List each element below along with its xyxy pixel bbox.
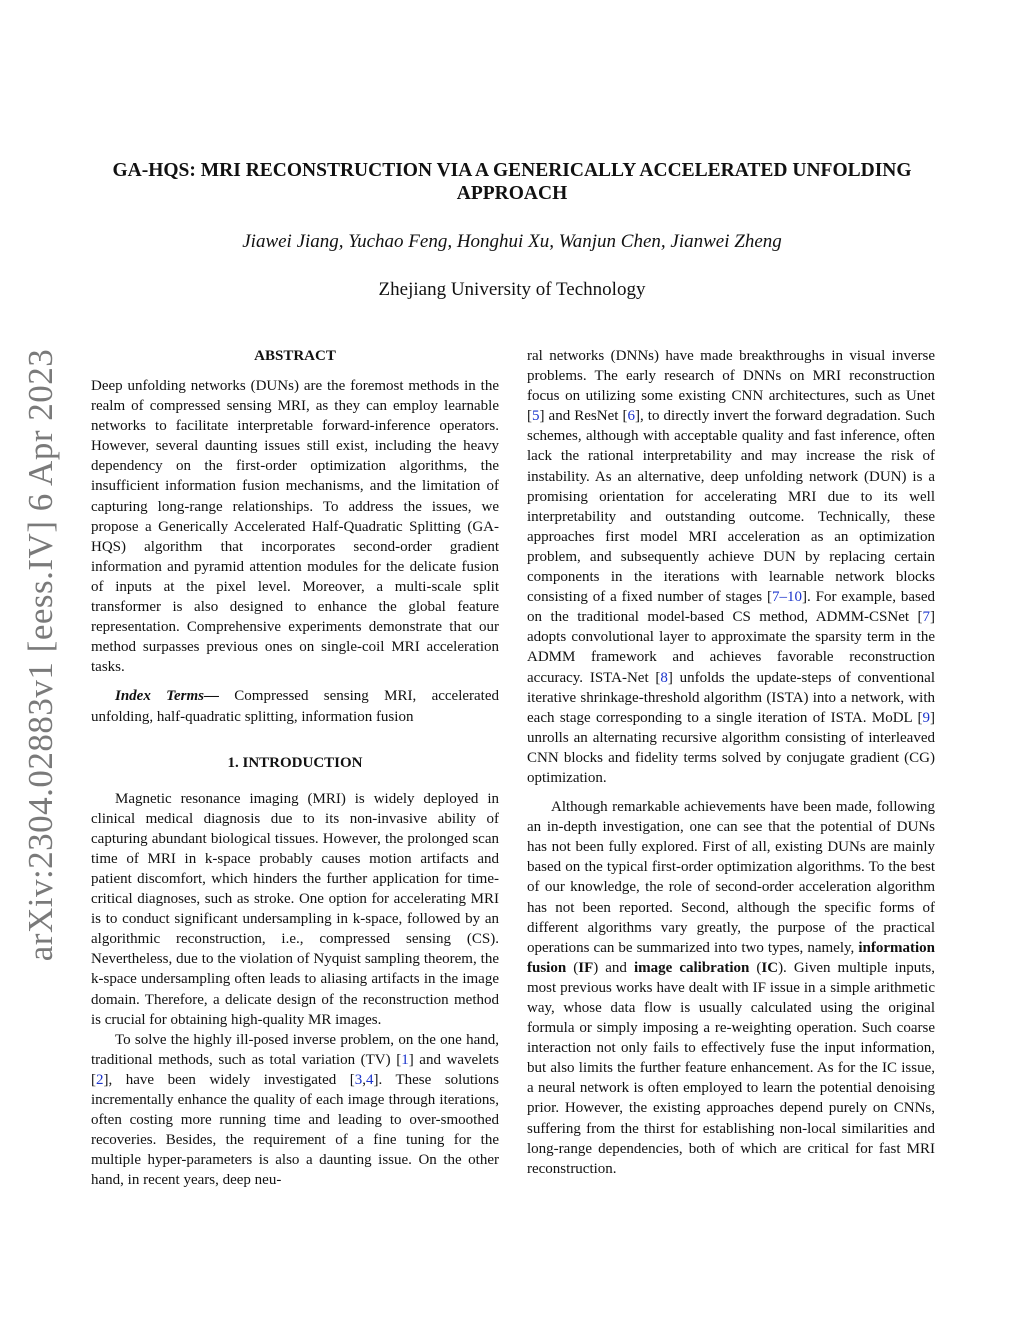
text-span: ] and ResNet [ xyxy=(539,408,628,425)
right-column xyxy=(527,346,935,1179)
text-span: ( xyxy=(566,959,579,976)
bold-term: IF xyxy=(578,959,594,976)
citation-link[interactable]: 5 xyxy=(532,408,540,425)
citation-link[interactable]: 8 xyxy=(660,669,668,686)
bold-term: image calibration xyxy=(633,959,750,976)
citation-link[interactable]: 2 xyxy=(96,1071,104,1088)
citation-link[interactable]: 3 xyxy=(354,1071,363,1088)
text-span: ral networks (DNNs) have made breakthroughs in visual inverse problems. The early research of DNNs on MRI reconstruction focus on utilizing some existing CNN architectures, such as Unet [ xyxy=(527,348,935,425)
index-terms-text: Compressed sensing MRI, accelerated unfolding, half-quadratic splitting, information fusion xyxy=(91,688,499,725)
text-span: ] unrolls an alternating recursive algorithm consisting of interleaved CNN blocks and fidelity terms solved by conjugate gradient (CG) optimization. xyxy=(527,709,935,786)
text-span: ], have been widely investigated [ xyxy=(103,1071,355,1088)
abstract-heading: ABSTRACT xyxy=(254,348,336,364)
citation-link[interactable]: 7 xyxy=(772,589,780,606)
text-span: – xyxy=(779,589,788,606)
intro-paragraph-2 xyxy=(91,1030,499,1191)
paper-title: GA-HQS: MRI RECONSTRUCTION VIA A GENERICALLY ACCELERATED UNFOLDING APPROACH xyxy=(112,160,912,204)
bold-term: information fusion xyxy=(527,939,935,976)
citation-link[interactable]: 4 xyxy=(366,1071,374,1088)
text-span: ] unfolds the update-steps of conventional iterative shrinkage-threshold algorithm (ISTA) into a network, with each stage corresponding to a single iteration of ISTA. MoDL [ xyxy=(527,669,935,726)
abstract-body: Deep unfolding networks (DUNs) are the foremost methods in the realm of compressed sensing MRI, as they can employ learnable networks to facilitate interpretable forward-inference operators. However, several daunting issues still exist, including the heavy dependency on the first-order optimization algorithms, the insufficient information fusion mechanisms, and the limitation of capturing long-range relationships. To address the issues, we propose a Generically Accelerated Half-Quadratic Splitting (GA-HQS) algorithm that incorporates second-order gradient information and pyramid attention modules for the delicate fusion of inputs at the pixel level. Moreover, a multi-scale split transformer is also designed to enhance the global feature representation. Comprehensive experiments demonstrate that our method surpasses previous ones on single-coil MRI acceleration tasks. xyxy=(91,378,499,676)
left-column xyxy=(91,346,499,1190)
text-span: ], to directly invert the forward degradation. Such schemes, although with acceptable quality and fast inference, often lack the rational interpretability and may increase the risk of instability. As an alternative, deep unfolding network (DUN) is a promising orientation for accelerating MRI due to its well interpretability and outstanding outcome. Technically, these approaches first model MRI acceleration as an optimization problem, and subsequently achieve DUN by replacing certain components in the iterations with learnable network blocks consisting of a fixed number of stages [ xyxy=(527,408,935,606)
text-span: , xyxy=(362,1071,366,1088)
text-span: ]. For example, based on the traditional model-based CS method, ADMM-CSNet [ xyxy=(527,589,936,626)
text-span: ) and xyxy=(593,959,634,976)
citation-link[interactable]: 1 xyxy=(401,1051,409,1068)
index-terms-label: Index Terms— xyxy=(115,688,219,705)
index-terms xyxy=(91,686,499,726)
intro-paragraph-1: Magnetic resonance imaging (MRI) is widely deployed in clinical medical diagnosis due to its non-invasive ability of capturing abundant biological tissues. However, the prolonged scan time of MRI in k-space probably causes motion artifacts and patient discomfort, which hinders the further application for time-critical diagnoses, such as stroke. One option for accelerating MRI is to conduct significant undersampling in k-space, followed by an algorithmic reconstruction, i.e., compressed sensing (CS). Nevertheless, due to the violation of Nyquist sampling theorem, the k-space undersampling often leads to aliasing artifacts in the image domain. Therefore, a delicate design of the reconstruction method is crucial for obtaining high-quality MR images. xyxy=(91,790,499,1028)
author-list: Jiawei Jiang, Yuchao Feng, Honghui Xu, Wanjun Chen, Jianwei Zheng xyxy=(242,231,782,252)
citation-link[interactable]: 10 xyxy=(787,589,803,606)
text-span: To solve the highly ill-posed inverse problem, on the one hand, traditional methods, such as total variation (TV) [ xyxy=(91,1031,499,1068)
text-span: Although remarkable achievements have been made, following an in-depth investigation, one can see that the potential of DUNs has not been fully explored. First of all, existing DUNs are mainly based on the typical first-order optimization algorithms. To the best of our knowledge, the role of second-order acceleration algorithm has not been reported. Second, although the specific forms of different algorithms vary greatly, the purpose of the practical operations can be summarized into two types, namely, xyxy=(527,799,935,956)
text-span: ] adopts convolutional layer to approximate the sparsity term in the ADMM framework and achieves favorable reconstruction accuracy. ISTA-Net [ xyxy=(527,609,935,686)
arxiv-sidebar xyxy=(16,348,66,962)
affiliation: Zhejiang University of Technology xyxy=(378,279,646,300)
intro-paragraph-2-continued xyxy=(527,346,935,788)
citation-link[interactable]: 9 xyxy=(922,709,930,726)
citation-link[interactable]: 7 xyxy=(922,609,930,626)
text-span: ] and wavelets [ xyxy=(91,1051,500,1088)
citation-link[interactable]: 6 xyxy=(627,408,635,425)
intro-paragraph-3 xyxy=(527,797,935,1179)
bold-term: IC xyxy=(761,959,779,976)
introduction-heading: 1. INTRODUCTION xyxy=(227,754,363,771)
text-span: ( xyxy=(749,959,762,976)
text-span: ). Given multiple inputs, most previous works have dealt with IF issue in a simple arithmetic way, whose data flow is usually calculated using the original formula or simply imposing a re-weighting operation. Such coarse interaction not only fails to effectively fuse the input information, but also limits the further feature enhancement. As for the IC issue, a neural network is often employed to learn the potential denoising prior. However, the existing approaches depend purely on CNNs, suffering from the thirst for establishing non-local similarities and long-range dependencies, both of which are critical for fast MRI reconstruction. xyxy=(527,959,936,1177)
arxiv-identifier: arXiv:2304.02883v1 [eess.IV] 6 Apr 2023 xyxy=(21,348,60,962)
text-span: ]. These solutions incrementally enhance the quality of each image through iterations, often costing more running time and leading to over-smoothed recoveries. Besides, the requirement of a fine tuning for the multiple hyper-parameters is also a daunting issue. On the other hand, in recent years, deep neu- xyxy=(91,1071,499,1189)
